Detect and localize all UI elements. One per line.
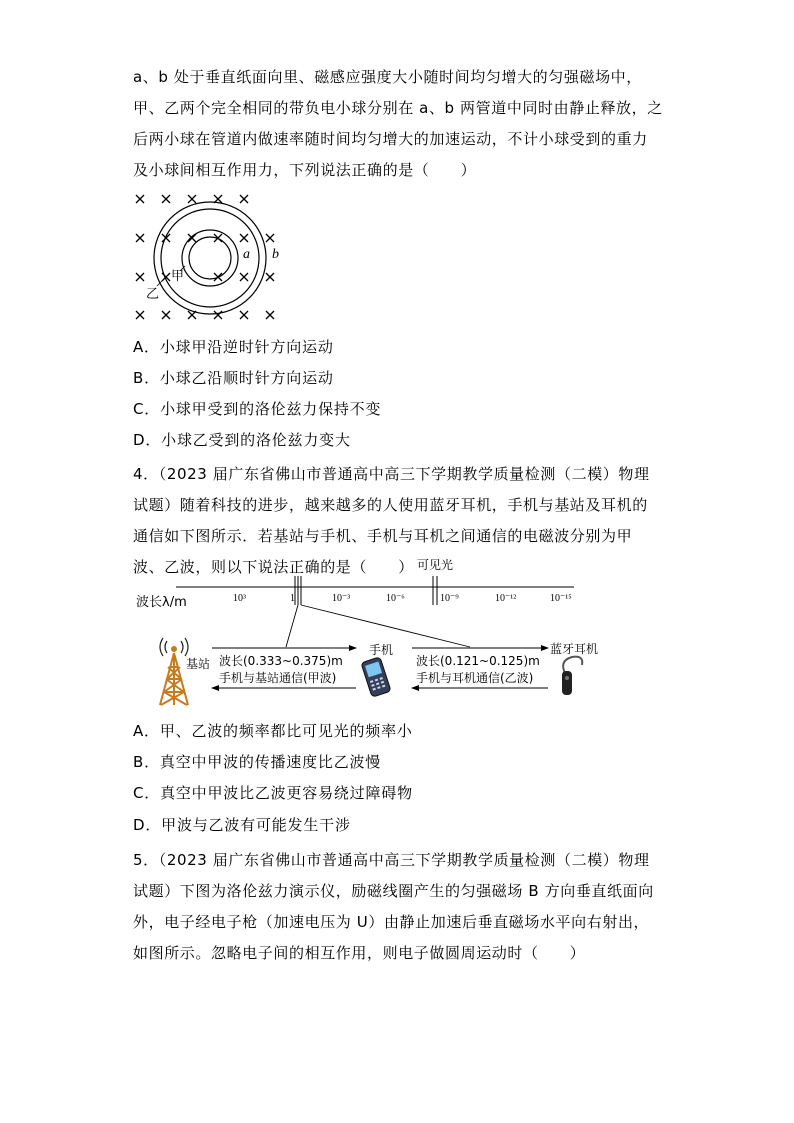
wavelength-axis-label: 波长λ/m [136,595,187,610]
q4-option-c: C．真空中甲波比乙波更容易绕过障碍物 [133,784,413,802]
question-4-stem: 4．（2023 届广东省佛山市普通高中高三下学期教学质量检测（二模）物理试题）随着科技的进步，越来越多的人使用蓝牙耳机，手机与基站及耳机的通信如下图所示．若基站与手机、手机与耳机之间通信的电磁波分别为甲波、乙波，则以下说法正确的是（ ） [133,465,650,576]
phone-icon [361,657,391,697]
question-5-stem: 5．（2023 届广东省佛山市普通高中高三下学期教学质量检测（二模）物理试题）下图为洛伦兹力演示仪，励磁线圈产生的匀强磁场 B 方向垂直纸面向外，电子经电子枪（加速电压为 U）由静止加速后垂直磁场水平向右射出，如图所示。忽略电子间的相互作用，则电子做圆周运动时（ ） [133,851,654,962]
label-jia: 甲 [171,269,185,284]
q4-option-a: A．甲、乙波的频率都比可见光的频率小 [133,722,413,740]
wave-yi-wavelength: 波长(0.121~0.125)m [416,654,540,668]
label-b: b [272,247,279,262]
tick-label: 10³ [233,593,246,604]
bluetooth-earphone-icon [562,657,582,695]
em-spectrum-communication-figure [130,575,600,707]
question-3-stem: a、b 处于垂直纸面向里、磁感应强度大小随时间均匀增大的匀强磁场中，甲、乙两个完全相同的带负电小球分别在 a、b 两管道中同时由静止释放，之后两小球在管道内做速率随时间均匀增大的加速运动，不计小球受到的重力及小球间相互作用力，下列说法正确的是（ ） [133,68,663,179]
wave-jia-wavelength: 波长(0.333~0.375)m [219,654,343,668]
wave-jia-description: 手机与基站通信(甲波) [219,671,337,685]
tick-label: 10⁻³ [332,593,351,604]
label-a: a [243,247,250,262]
tick-label: 10⁻⁹ [440,593,459,604]
visible-light-label: 可见光 [417,558,454,572]
q3-option-d: D．小球乙受到的洛伦兹力变大 [133,431,351,449]
base-station-tower-icon [160,653,188,705]
label-yi: 乙 [146,287,160,302]
wave-yi-description: 手机与耳机通信(乙波) [416,671,534,685]
q4-option-b: B．真空中甲波的传播速度比乙波慢 [133,753,382,771]
q4-option-d: D．甲波与乙波有可能发生干涉 [133,816,351,834]
tick-label: 10⁻¹⁵ [550,593,572,604]
q3-option-a: A．小球甲沿逆时针方向运动 [133,338,334,356]
earphone-label: 蓝牙耳机 [550,642,599,656]
tick-label: 10⁻⁶ [386,593,405,604]
tick-label: 10⁻¹² [495,593,517,604]
q3-option-b: B．小球乙沿顺时针方向运动 [133,369,334,387]
q3-option-c: C．小球甲受到的洛伦兹力保持不变 [133,400,382,418]
tick-label: 1 [290,593,295,604]
phone-label: 手机 [369,643,394,657]
base-station-label: 基站 [186,657,211,671]
